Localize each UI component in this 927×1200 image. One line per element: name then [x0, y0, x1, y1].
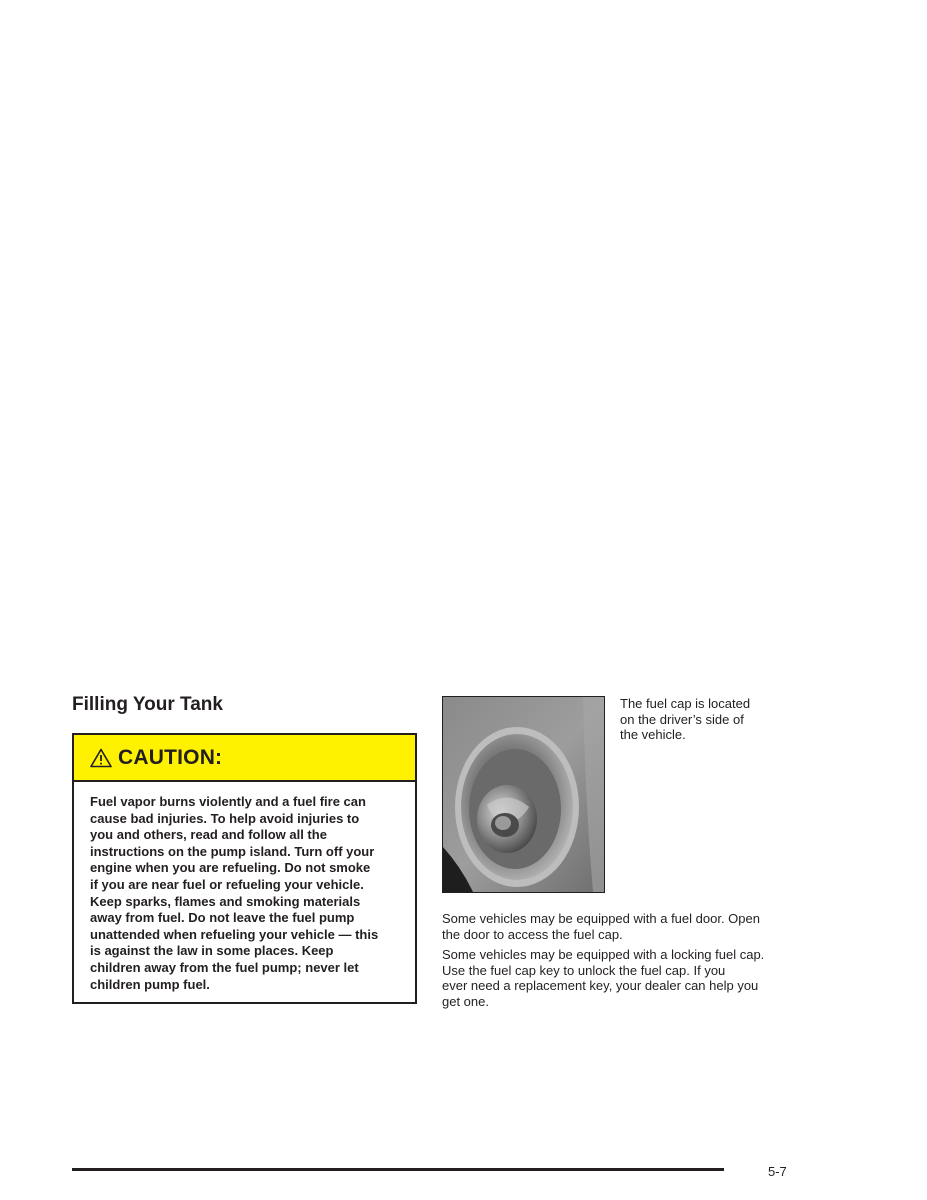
footer-rule: [72, 1168, 724, 1171]
caution-text: Fuel vapor burns violently and a fuel fire can cause bad injuries. To help avoid injuries to you and others, read and follow all the instructions on the pump island. Turn off your engine when you are refueling. Do not smoke if you are near fuel or refueling your vehicle. Keep sparks, flames and smoking materials away from fuel. Do not leave the fuel pump unattended when refueling your vehicle — this is against the law in some places. Keep children away from the fuel pump; never let children pump fuel.: [90, 794, 379, 992]
paragraph-fuel-door: Some vehicles may be equipped with a fuel door. Open the door to access the fuel cap.: [442, 911, 760, 942]
section-heading: Filling Your Tank: [72, 694, 223, 715]
page-number: 5-7: [768, 1164, 787, 1179]
caution-title: CAUTION:: [118, 745, 223, 769]
fuel-cap-photo: [442, 696, 605, 893]
paragraph-locking-cap: Some vehicles may be equipped with a locking fuel cap. Use the fuel cap key to unlock the fuel cap. If you ever need a replacement key, your dealer can help you get one.: [442, 947, 765, 1009]
caution-box: [72, 733, 417, 1004]
warning-triangle-icon: [90, 748, 112, 768]
figure-caption: The fuel cap is located on the driver’s side of the vehicle.: [620, 696, 751, 742]
caution-header: [74, 735, 415, 782]
